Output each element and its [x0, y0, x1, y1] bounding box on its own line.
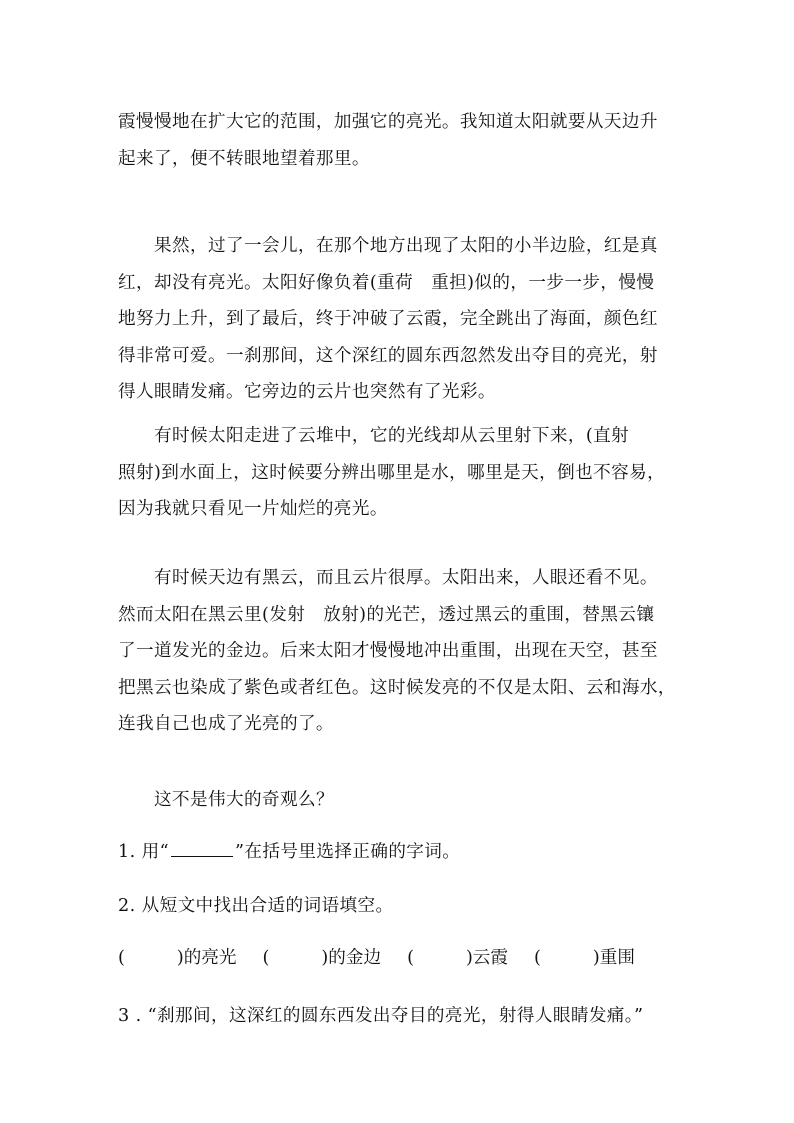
- open-paren: (: [534, 948, 541, 968]
- paragraph-3: [118, 418, 678, 528]
- fill-item: [534, 946, 635, 970]
- fill-item: [407, 946, 508, 970]
- paragraph-line: 然而太阳在黑云里(发射 放射)的光芒，透过黑云的重围，替黑云镶: [118, 604, 655, 625]
- fill-in-row: [118, 946, 661, 970]
- paragraph-line: 霞慢慢地在扩大它的范围，加强它的亮光。我知道太阳就要从天边升: [118, 112, 658, 132]
- paragraph-5: [118, 782, 678, 819]
- fill-item: [263, 946, 382, 970]
- paragraph-line: 有时候天边有黑云，而且云片很厚。太阳出来，人眼还看不见。: [154, 568, 658, 588]
- paragraph-4: [118, 560, 678, 743]
- fill-item: [118, 946, 237, 970]
- paragraph-1: [118, 104, 678, 177]
- paragraph-line: 有时候太阳走进了云堆中，它的光线却从云里射下来，(直射: [154, 426, 630, 446]
- paragraph-line: 得人眼睛发痛。它旁边的云片也突然有了光彩。: [118, 382, 496, 402]
- paragraph-line: 连我自己也成了光亮的了。: [118, 714, 334, 734]
- fill-item-label: )云霞: [465, 948, 508, 968]
- paragraph-line: 起来了，便不转眼地望着那里。: [118, 148, 370, 169]
- question-3-text: 3 . “刹那间，这深红的圆东西发出夺目的亮光，射得人眼睛发痛。”: [118, 1006, 644, 1026]
- fill-item-label: )重围: [592, 948, 635, 968]
- open-paren: (: [262, 948, 270, 968]
- open-paren: (: [407, 948, 414, 968]
- question-2: [118, 894, 394, 918]
- paragraph-2: [118, 228, 678, 411]
- paragraph-line: 地努力上升，到了最后，终于冲破了云霞，完全跳出了海面，颜色红: [118, 309, 658, 329]
- question-1-suffix: ”在括号里选择正确的字词。: [234, 842, 461, 862]
- paragraph-line: 果然，过了一会儿，在那个地方出现了太阳的小半边脸，红是真: [154, 236, 658, 256]
- fill-item-label: )的金边: [321, 948, 382, 968]
- paragraph-line: 红，却没有亮光。太阳好像负着(重荷 重担)似的，一步一步，慢慢: [118, 272, 655, 293]
- question-3: [118, 1004, 643, 1028]
- paragraph-line: 照射)到水面上，这时候要分辨出哪里是水，哪里是天，倒也不容易，: [118, 462, 666, 483]
- paragraph-line: 因为我就只看见一片灿烂的亮光。: [118, 499, 388, 519]
- paragraph-line: 得非常可爱。一刹那间，这个深红的圆东西忽然发出夺目的亮光，射: [118, 345, 658, 366]
- answer-blank[interactable]: [171, 840, 233, 857]
- open-paren: (: [118, 948, 125, 968]
- question-1-prefix: 1. 用“: [118, 842, 169, 862]
- paragraph-line: 了一道发光的金边。后来太阳才慢慢地冲出重围，出现在天空，甚至: [118, 641, 658, 661]
- fill-item-label: )的亮光: [176, 948, 237, 968]
- question-2-text: 2. 从短文中找出合适的词语填空。: [118, 896, 394, 916]
- paragraph-line: 把黑云也染成了紫色或者红色。这时候发亮的不仅是太阳、云和海水，: [118, 677, 676, 698]
- paragraph-line: 这不是伟大的奇观么？: [154, 790, 334, 810]
- question-1: [118, 840, 460, 864]
